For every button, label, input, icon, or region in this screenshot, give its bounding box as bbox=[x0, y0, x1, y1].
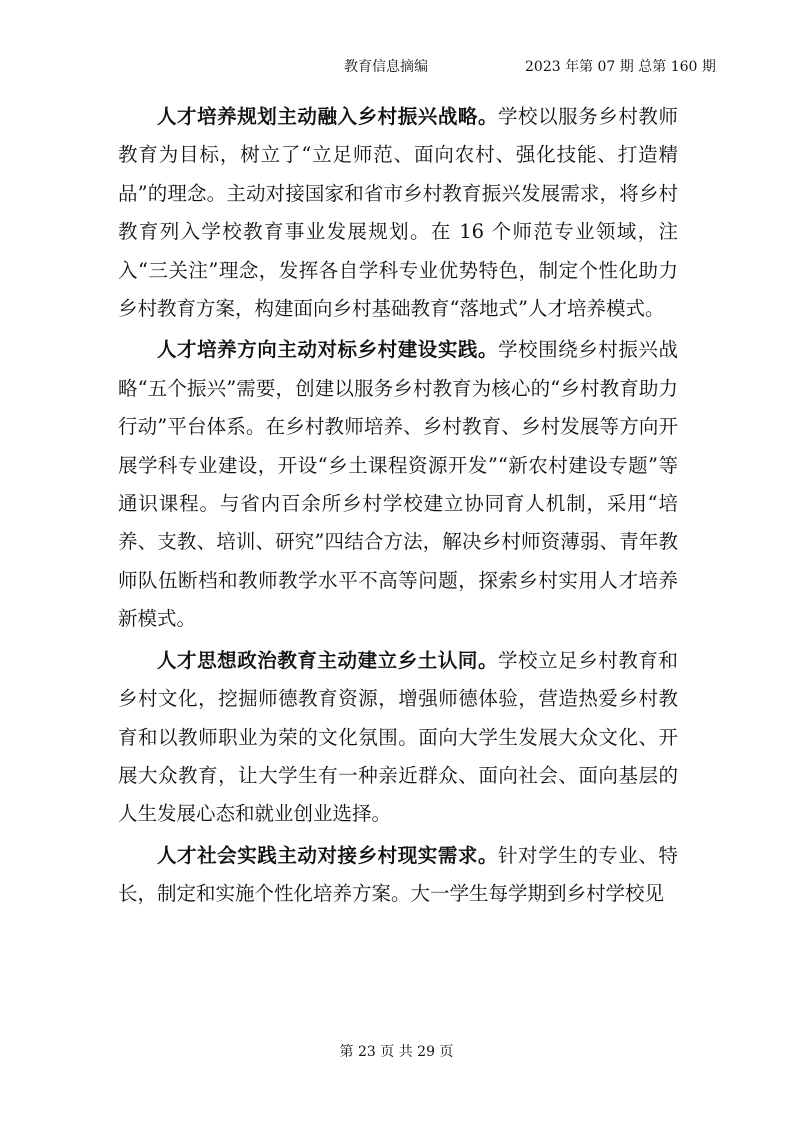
article-body bbox=[118, 98, 678, 917]
paragraph-heading: 人才培养方向主动对标乡村建设实践。 bbox=[157, 338, 498, 362]
paragraph-heading: 人才培养规划主动融入乡村振兴战略。 bbox=[157, 105, 498, 128]
paragraph-text: 学校围绕乡村振兴战略“五个振兴”需要，创建以服务乡村教育为核心的“乡村教育助力行动”平台体系。在乡村教师培养、乡村教育、乡村发展等方向开展学科专业建设，开设“乡土课程资源开发”“新农村建设专题”等通识课程。与省内百余所乡村学校建立协同育人机制，采用“培养、支教、培训、研究”四结合方法，解决乡村师资薄弱、青年教师队伍断档和教师教学水平不高等问题，探索乡村实用人才培养新模式。 bbox=[118, 338, 678, 631]
publication-name: 教育信息摘编 bbox=[344, 59, 428, 75]
paragraph-4 bbox=[118, 837, 678, 914]
paragraph-2 bbox=[118, 331, 678, 638]
paragraph-text: 学校以服务乡村教师教育为目标，树立了“立足师范、面向农村、强化技能、打造精品”的理念。主动对接国家和省市乡村教育振兴发展需求，将乡村教育列入学校教育事业发展规划。在 16 个师范专业领域，注入“三关注”理念，发挥各自学科专业优势特色，制定个性化助力乡村教育方案，构建面向乡村基础教育“落地式”人才培养模式。 bbox=[118, 105, 678, 321]
page-number: 第 23 页 共 29 页 bbox=[339, 1044, 454, 1060]
paragraph-3 bbox=[118, 642, 678, 834]
paragraph-text: 学校立足乡村教育和乡村文化，挖掘师德教育资源，增强师德体验，营造热爱乡村教育和以教师职业为荣的文化氛围。面向大学生发展大众文化、开展大众教育，让大学生有一种亲近群众、面向社会、面向基层的人生发展心态和就业创业选择。 bbox=[118, 648, 678, 826]
paragraph-text: 针对学生的专业、特长，制定和实施个性化培养方案。大一学生每学期到乡村学校见 bbox=[118, 843, 678, 906]
paragraph-heading: 人才社会实践主动对接乡村现实需求。 bbox=[157, 843, 498, 867]
paragraph-1 bbox=[118, 98, 678, 328]
paragraph-heading: 人才思想政治教育主动建立乡土认同。 bbox=[157, 648, 498, 672]
page-header bbox=[0, 56, 793, 76]
issue-number: 2023 年第 07 期 总第 160 期 bbox=[525, 59, 716, 75]
